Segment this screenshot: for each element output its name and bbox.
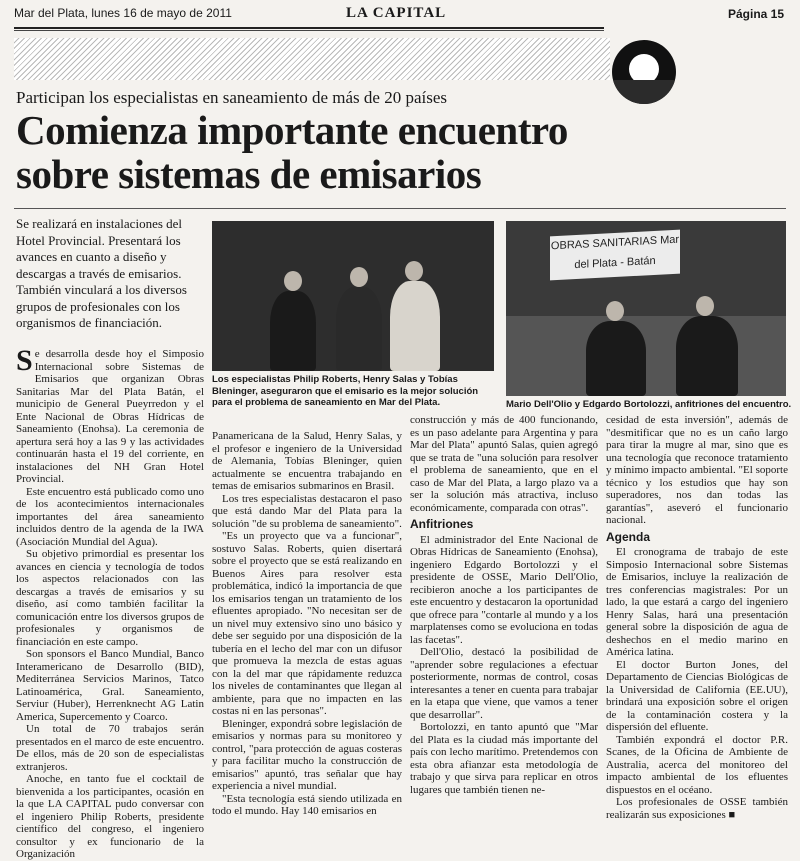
paragraph: Los profesionales de OSSE también realizarán sus exposiciones ■ (606, 796, 788, 821)
article-column-4 (606, 414, 788, 821)
paragraph: Son sponsors el Banco Mundial, Banco Interamericano de Desarrollo (BID), Mediterránea Servicios Marinos, Tatco Latinoamérica, Gral. Saneamiento, Serviur (Huber), Herrenknecht AG Latin America, Supercemento y Coarco. (16, 648, 204, 723)
photo-caption-specialists: Los especialistas Philip Roberts, Henry Salas y Tobías Bleninger, aseguraron que el emisario es la mejor solución para el problema de saneamiento en Mar del Plata. (212, 374, 479, 408)
headline-line-1: Comienza importante encuentro (16, 107, 568, 153)
headline-rule (14, 208, 786, 209)
paragraph: Bortolozzi, en tanto apuntó que "Mar del Plata es la ciudad más importante del país con lecho marítimo. Pretendemos con esta obra afianzar esta metodología de trabajo y que sirva para replicar en otros lugares que también tienen ne- (410, 721, 598, 796)
header-rule-thin (14, 30, 604, 31)
subhead-anfitriones: Anfitriones (410, 517, 474, 531)
paragraph: construcción y más de 400 funcionando, es un paso adelante para Argentina y para Mar del Plata" apuntó Salas, quien agregó que se trata de "una solución para resolver el problema de saneamiento, que en el caso de Mar del Plata, a largo plazo va a ser la solución más atractiva, incluso económicamente, comparada con otras". (410, 414, 598, 514)
photo-specialists (212, 221, 494, 371)
drop-cap: S (16, 344, 33, 377)
section-logo-icon (612, 40, 676, 104)
paragraph: El doctor Burton Jones, del Departamento de Ciencias Biológicas de la Universidad de California (EE.UU), brindará una exposición sobre el origen de la contaminación costera y la dispersión del efluente. (606, 658, 788, 733)
paragraph: También expondrá el doctor P.R. Scanes, de la Oficina de Ambiente de Australia, acerca del monitoreo del impacto ambiental de los efluentes dispuestos en el océano. (606, 733, 788, 796)
masthead: LA CAPITAL (346, 5, 447, 21)
photo-banner: OBRAS SANITARIAS Mar del Plata - Batán (550, 230, 680, 281)
paragraph: Este encuentro está publicado como uno de los acontecimientos internacionales importantes del área saneamiento incluidos dentro de la agenda de la IWA (Asociación Mundial del Agua). (16, 485, 204, 548)
subhead-agenda: Agenda (606, 529, 651, 544)
headline-line-2: sobre sistemas de emisarios (16, 151, 482, 197)
article-column-1 (16, 344, 204, 861)
paragraph: Dell'Olio, destacó la posibilidad de "aprender sobre regulaciones a efectuar posteriormente, normas de control, cosas interesantes a tener en cuenta para trabajar en la etapa que viene, que vamos a tener que desarrollar". (410, 646, 598, 721)
paragraph: Su objetivo primordial es presentar los avances en ciencia y tecnología de todos los aspectos relacionados con las descargas a través de emisarios y su diseño, así como también facilitar la comunicación entre los diversos grupos de profesionales y organismos de financiación en este campo. (16, 548, 204, 648)
header-rule (14, 27, 604, 29)
page-number: Página 15 (728, 7, 785, 21)
kicker: Participan los especialistas en saneamiento de más de 20 países (16, 88, 448, 107)
edition-date: Mar del Plata, lunes 16 de mayo de 2011 (14, 6, 232, 20)
paragraph: El administrador del Ente Nacional de Obras Hídricas de Saneamiento (Enohsa), ingeniero Edgardo Bortolozzi y el presidente de OSSE, Mario Dell'Olio, recibieron anoche a los participantes de este encuentro y destacaron la oportunidad que ofrece para "contarle al mundo y a los marplatenses como se evoluciona en todas las facetas". (410, 533, 598, 646)
paragraph: "Es un proyecto que va a funcionar", sostuvo Salas. Roberts, quien disertará sobre el proyecto que se está realizando en Buenos Aires para resolver esta problemática, indicó la importancia de que los emisarios tengan un tratamiento de los efluentes apropiado. "No necesitan ser de un nivel muy extensivo sino uno básico y debe ser seguido por una disposición de la tubería en el lecho del mar con un difusor que promueva la mezcla de estas aguas con la del mar que rápidamente reduzca los niveles de contaminantes que llegan al ambiente, para que no impacten en las costas ni en las personas". (212, 530, 402, 717)
paragraph: El cronograma de trabajo de este Simposio Internacional sobre Sistemas de Emisarios, incluye la realización de tres conferencias magistrales: Por un lado, la que estará a cargo del ingeniero Henry Salas, hará una presentación general sobre la disposición de agua de deshechos en el medio marino en América latina. (606, 546, 788, 658)
paragraph: Bleninger, expondrá sobre legislación de emisarios y normas para su monitoreo y control, "para protección de aguas costeras y para facilitar mucho la construcción de emisarios" apuntó, tras señalar que hay experiencia a nivel mundial. (212, 717, 402, 792)
photo-hosts (506, 221, 786, 396)
photo-caption-hosts: Mario Dell'Olio y Edgardo Bortolozzi, anfitriones del encuentro. (506, 399, 792, 410)
paragraph: Los tres especialistas destacaron el paso que está dando Mar del Plata para la solución "de su problema de saneamiento". (212, 492, 402, 530)
paragraph: "Esta tecnología está siendo utilizada en todo el mundo. Hay 140 emisarios en (212, 792, 402, 817)
article-column-3 (410, 414, 598, 796)
section-stripe (14, 38, 610, 80)
paragraph: cesidad de esta inversión", además de "desmitificar que no es un caño largo para tirar la mugre al mar, sino que es una tecnología que reconoce tratamiento y mínimo impacto ambiental. "El soporte técnico y los estudios que hay son superadores, nos dan todas las garantías", aseveró el funcionario nacional. (606, 414, 788, 526)
headline (16, 108, 716, 196)
paragraph: Panamericana de la Salud, Henry Salas, y el profesor e ingeniero de la Universidad de Alemania, Tobías Bleninger, quien actualmente se encuentra trabajando en temas de emisarios submarinos en Brasil. (212, 430, 402, 492)
deck-summary: Se realizará en instalaciones del Hotel Provincial. Presentará los avances en cuanto a diseño y descargas a través de emisarios. También vinculará a los diversos grupos de profesionales con los organismos de financiación. (16, 216, 187, 330)
article-column-2 (212, 430, 402, 818)
paragraph: e desarrolla desde hoy el Simposio Internacional sobre Sistemas de Emisarios que organizan Obras Sanitarias Mar del Plata Batán, el municipio de General Pueyrredon y el Ente Nacional de Obras Hídricas de Saneamiento (Enohsa). La ceremonia de apertura será hoy a las 9 y las actividades continuarán hasta el 19 del corriente, en instalaciones del NH Gran Hotel Provincial. (16, 348, 204, 485)
paragraph: Un total de 70 trabajos serán presentados en el marco de este encuentro. De ellos, más de 20 son de especialistas extranjeros. (16, 723, 204, 773)
paragraph: Anoche, en tanto fue el cocktail de bienvenida a los participantes, ocasión en la que LA CAPITAL pudo conversar con el ingeniero Philip Roberts, presidente científico del congreso, el ingeniero consultor y ex funcionario de la Organización (16, 773, 204, 860)
